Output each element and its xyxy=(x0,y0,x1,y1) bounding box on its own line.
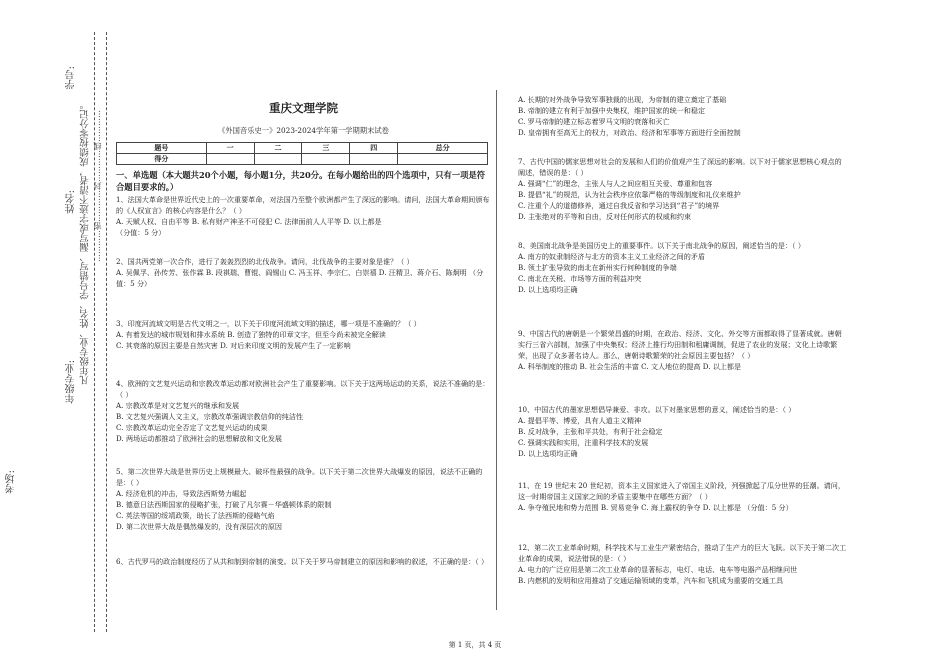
seal-marks: …………密…………封…………线………… xyxy=(93,110,102,262)
question-options: B. 文艺复兴强调人文主义，宗教改革强调宗教信仰的纯洁性 xyxy=(116,412,304,421)
question xyxy=(518,480,848,513)
question xyxy=(518,404,848,459)
question xyxy=(116,256,491,289)
question-options: A. 提倡平等、博爱，具有人道主义精神 xyxy=(518,416,642,425)
question-options: （分值：5 分） xyxy=(116,228,166,237)
question-options: D. 两场运动都推动了欧洲社会的思想解放和文化发展 xyxy=(116,434,283,443)
question-options: A. 天赋人权、自由平等 B. 私有财产神圣不可侵犯 C. 法律面前人人平等 D. 以上都是 xyxy=(116,217,382,226)
question-options: A. 吴佩孚、孙传芳、张作霖 B. 段祺瑞、曹锟、阎锡山 C. 冯玉祥、李宗仁、白崇禧 D. 汪精卫、蒋介石、陈炯明 （分值：5 分） xyxy=(116,268,484,288)
question-options: D. 主张绝对的平等和自由，反对任何形式的权威和约束 xyxy=(518,212,692,221)
question-options: C. 宗教改革运动完全否定了文艺复兴运动的成果 xyxy=(116,423,268,432)
student-id-label: 学号: xyxy=(66,66,77,90)
question-options: B. 领土扩张导致的南北在新州实行何种制度的争端 xyxy=(518,263,677,272)
question xyxy=(116,194,491,238)
question-options: A. 经济危机的冲击，导致法西斯势力崛起 xyxy=(116,489,247,498)
score-input-cell[interactable] xyxy=(302,154,350,165)
question-stem: 7、古代中国的儒家思想对社会的发展和人们的价值观产生了深远的影响。以下对于儒家思想核心观点的阐述，错误的是：（ ） xyxy=(518,157,842,177)
question-options: B. 提倡“礼”的规范，认为社会秩序应依靠严格的等级制度和礼仪来维护 xyxy=(518,190,741,199)
school-name: 重庆文理学院 xyxy=(269,101,338,115)
question-stem: 11、在 19 世纪末 20 世纪初，资本主义国家进入了帝国主义阶段，列强掀起了瓜分世界的狂潮。请问，这一时期帝国主义国家之间的矛盾主要集中在哪些方面？（ ） xyxy=(518,481,845,501)
score-table-header-row xyxy=(117,143,488,154)
question-options: A. 电力的广泛应用是第二次工业革命的显著标志，电灯、电话、电车等电器产品相继问世 xyxy=(518,565,798,574)
question xyxy=(116,378,491,444)
question-options: B. 反对战争，主张和平共处，有利于社会稳定 xyxy=(518,427,663,436)
binding-margin xyxy=(0,0,112,672)
score-input-cell[interactable] xyxy=(350,154,398,165)
score-cell: 总分 xyxy=(398,143,488,154)
question-options: C. 英法等国的绥靖政策，助长了法西斯的侵略气焰 xyxy=(116,511,275,520)
question-options: B. 内燃机的发明和应用推动了交通运输领域的变革，汽车和飞机成为重要的交通工具 xyxy=(518,576,784,585)
question-stem: 10、中国古代的墨家思想倡导兼爱、非攻。以下对墨家思想的意义，阐述恰当的是：（ ） xyxy=(518,405,796,414)
question-stem: 3、印度河流域文明是古代文明之一，以下关于印度河流域文明的描述，哪一项是不准确的？（ ） xyxy=(116,319,421,328)
question-options: B. 德意日法西斯国家的侵略扩张，打破了凡尔赛－华盛顿体系的限制 xyxy=(116,500,332,509)
question-options: C. 罗马帝制的建立标志着罗马文明的衰落和灭亡 xyxy=(518,117,670,126)
question-stem: 5、第二次世界大战是世界历史上规模最大、破坏性最强的战争。以下关于第二次世界大战爆发的原因，说法不正确的是：（ ） xyxy=(116,467,483,487)
score-cell: 一 xyxy=(206,143,254,154)
question xyxy=(116,466,491,532)
score-input-cell[interactable] xyxy=(254,154,302,165)
score-cell: 三 xyxy=(302,143,350,154)
question xyxy=(116,318,491,351)
question-stem: 6、古代罗马的政治制度经历了从共和制到帝制的演变。以下关于罗马帝制建立的原因和影响的叙述，不正确的是：（ ） xyxy=(116,557,489,566)
question-options: C. 南北在关税、市场等方面的利益冲突 xyxy=(518,274,642,283)
exam-venue-label: 考场: xyxy=(6,470,17,494)
question-options: A. 南方的奴隶制经济与北方的资本主义工业经济之间的矛盾 xyxy=(518,252,705,261)
question-options: D. 以上选项均正确 xyxy=(518,449,578,458)
question xyxy=(116,556,491,567)
seal-line xyxy=(106,32,107,632)
binding-warning: 凡年级专业、姓名、学号错写、漏写或字迹不清者，成绩按零分记。 xyxy=(80,100,91,385)
question xyxy=(518,156,848,222)
question xyxy=(518,542,848,586)
question-stem: 2、国共两党第一次合作，进行了轰轰烈烈的北伐战争。请问，北伐战争的主要对象是谁？（ ） xyxy=(116,257,414,266)
question-options: C. 注重个人的道德修养，通过自我反省和学习达到“君子”的境界 xyxy=(518,201,720,210)
score-input-cell[interactable] xyxy=(206,154,254,165)
question xyxy=(518,240,848,295)
score-table xyxy=(116,142,488,165)
exam-title: 《外国音乐史一》2023-2024学年第一学期期末试卷 xyxy=(218,126,389,135)
grade-major-label: 年级专业: xyxy=(66,360,77,404)
question-options: C. 强调实践和实用，注重科学技术的发展 xyxy=(518,438,649,447)
score-cell: 四 xyxy=(350,143,398,154)
score-cell: 题号 xyxy=(117,143,207,154)
question-stem: 12、第二次工业革命时期，科学技术与工业生产紧密结合，推动了生产力的巨大飞跃。以下关于第二次工业革命的成果，说法错误的是：（ ） xyxy=(518,543,847,563)
name-label: 姓名: xyxy=(66,190,77,214)
question-options: B. 帝制的建立有利于加强中央集权，维护国家的统一和稳定 xyxy=(518,106,706,115)
question xyxy=(518,94,848,138)
question-stem: 4、欧洲的文艺复兴运动和宗教改革运动都对欧洲社会产生了重要影响。以下关于这两场运动的关系，说法不准确的是：（ ） xyxy=(116,379,490,399)
question-stem: 8、美国南北战争是美国历史上的重要事件。以下关于南北战争的原因，阐述恰当的是：（ ） xyxy=(518,241,805,250)
page-footer: 第 1 页，共 4 页 xyxy=(448,641,502,649)
question-options: A. 有着发达的城市规划和排水系统 B. 创造了独特的印章文字，但至今尚未被完全解读 xyxy=(116,330,386,339)
question-options: D. 皇帝拥有至高无上的权力，对政治、经济和军事等方面进行全面控制 xyxy=(518,128,741,137)
question-options: A. 长期的对外战争导致军事独裁的出现，为帝制的建立奠定了基础 xyxy=(518,95,727,104)
question-options: A. 强调“仁”的理念，主张人与人之间应相互关爱、尊重和包容 xyxy=(518,179,713,188)
question-options: C. 其衰落的原因主要是自然灾害 D. 对后来印度文明的发展产生了一定影响 xyxy=(116,341,351,350)
question-options: D. 以上选项均正确 xyxy=(518,285,578,294)
score-cell: 得分 xyxy=(117,154,207,165)
question-options: A. 争夺殖民地和势力范围 B. 贸易竞争 C. 海上霸权的争夺 D. 以上都是 （分值：5 分） xyxy=(518,503,793,512)
score-table-score-row xyxy=(117,154,488,165)
question-options: A. 科举制度的推动 B. 社会生活的丰富 C. 文人地位的提高 D. 以上都是 xyxy=(518,362,742,371)
question-options: A. 宗教改革是对文艺复兴的继承和发展 xyxy=(116,401,240,410)
score-input-cell[interactable] xyxy=(398,154,488,165)
score-cell: 二 xyxy=(254,143,302,154)
question-stem: 1、法国大革命是世界近代史上的一次重要革命，对法国乃至整个欧洲都产生了深远的影响。请问，法国大革命期间颁布的《人权宣言》的核心内容是什么？（ ） xyxy=(116,195,490,215)
column-divider xyxy=(496,90,497,610)
question-options: D. 第二次世界大战是偶然爆发的，没有深层次的原因 xyxy=(116,522,283,531)
question xyxy=(518,328,848,372)
section-title: 一、单选题（本大题共20个小题，每小题1分，共20分。在每小题给出的四个选项中，只有一项是符合题目要求的。） xyxy=(116,170,486,192)
question-stem: 9、中国古代的唐朝是一个繁荣昌盛的时期，在政治、经济、文化、外交等方面都取得了显著成就。唐朝实行三省六部制，加强了中央集权；经济上推行均田制和租庸调制，促进了农业的发展；文化上诗歌繁荣，出现了众多著名诗人。那么，唐朝诗歌繁荣的社会原因主要包括？（ ） xyxy=(518,329,842,360)
